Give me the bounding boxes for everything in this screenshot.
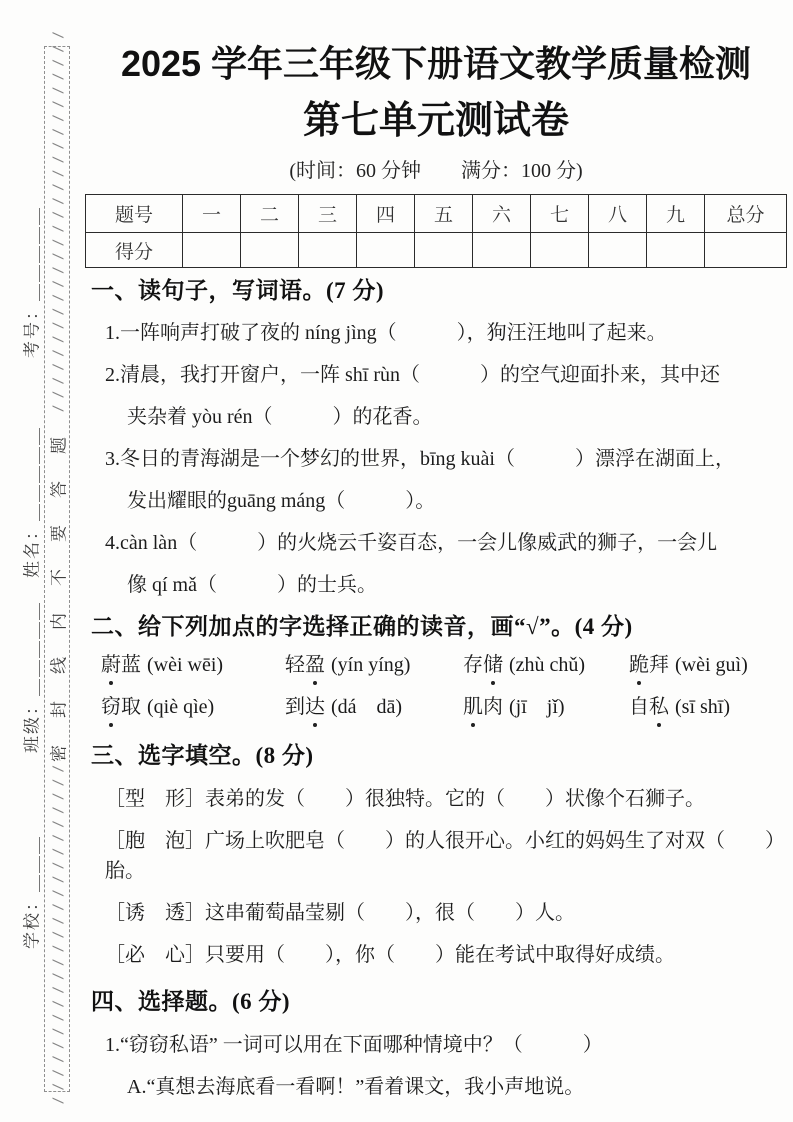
character: 取 xyxy=(121,696,141,718)
character: 轻 xyxy=(285,654,305,676)
question-line-continuation: 发出耀眼的guāng máng（ ）。 xyxy=(127,490,436,512)
score-table-header-row xyxy=(86,195,787,233)
score-cell xyxy=(647,233,705,268)
page-subtitle: 第七单元测试卷 xyxy=(302,100,569,142)
question-line: ［型 形］表弟的发（ ）很独特。它的（ ）状像个石狮子。 xyxy=(105,788,705,810)
dotted-character: 储 xyxy=(483,650,503,680)
question-line: 2.清晨，我打开窗户，一阵 shī rùn（ ）的空气迎面扑来，其中还 xyxy=(105,364,720,386)
character: 到 xyxy=(285,696,305,718)
dotted-character: 蔚 xyxy=(101,650,121,680)
section-2-heading: 二、给下列加点的字选择正确的读音，画“√”。(4 分) xyxy=(91,614,633,639)
score-cell xyxy=(705,233,787,268)
score-header-cell: 七 xyxy=(531,195,589,233)
character: 肉 xyxy=(483,696,503,718)
pronunciation-item xyxy=(629,650,787,680)
pronunciation-item xyxy=(101,692,285,722)
pronunciation-item xyxy=(101,650,285,680)
seal-line-warning-text: 密封线内不要答题 xyxy=(49,410,69,762)
score-cell xyxy=(241,233,299,268)
question-line: 1.一阵响声打破了夜的 níng jìng（ ），狗汪汪地叫了起来。 xyxy=(105,322,667,344)
character: 存 xyxy=(463,654,483,676)
score-cell xyxy=(357,233,415,268)
character: 自 xyxy=(629,696,649,718)
question-line-continuation: 夹杂着 yòu rén（ ）的花香。 xyxy=(127,406,433,428)
score-header-cell: 总分 xyxy=(705,195,787,233)
question-line: ［诱 透］这串葡萄晶莹剔（ ），很（ ）人。 xyxy=(105,902,575,924)
score-header-cell: 题号 xyxy=(86,195,183,233)
dotted-character: 私 xyxy=(649,692,669,722)
section-1-heading: 一、读句子，写词语。(7 分) xyxy=(91,278,385,303)
score-header-cell: 六 xyxy=(473,195,531,233)
score-header-cell: 三 xyxy=(299,195,357,233)
score-header-cell: 九 xyxy=(647,195,705,233)
section-4-heading: 四、选择题。(6 分) xyxy=(91,989,291,1014)
question-line: 1.“窃窃私语” 一词可以用在下面哪种情境中？（ ） xyxy=(105,1034,603,1056)
choice-option-a: A.“真想去海底看一看啊！”看着课文，我小声地说。 xyxy=(127,1076,585,1098)
score-header-cell: 四 xyxy=(357,195,415,233)
score-header-cell: 五 xyxy=(415,195,473,233)
exam-meta-line: (时间：60 分钟 满分：100 分) xyxy=(289,160,583,182)
pronunciation-row xyxy=(85,650,787,680)
question-line: ［胞 泡］广场上吹肥皂（ ）的人很开心。小红的妈妈生了对双（ ）胎。 xyxy=(105,830,785,882)
score-cell xyxy=(415,233,473,268)
pinyin-choices: (qiè qìe) xyxy=(147,696,215,718)
dotted-character: 肌 xyxy=(463,692,483,722)
pinyin-choices: (wèi wēi) xyxy=(147,654,224,676)
pinyin-choices: (yín yíng) xyxy=(331,654,411,676)
pronunciation-item xyxy=(463,692,629,722)
character: 拜 xyxy=(649,654,669,676)
question-line-continuation: 像 qí mǎ（ ）的士兵。 xyxy=(127,574,377,596)
pinyin-choices: (dá dā) xyxy=(331,696,403,718)
seal-label-school-name: 学校：＿＿＿ xyxy=(22,835,42,949)
page-title: 2025 学年三年级下册语文教学质量检测 xyxy=(120,43,752,84)
dotted-character: 跪 xyxy=(629,650,649,680)
score-row-label: 得分 xyxy=(86,233,183,268)
character: 蓝 xyxy=(121,654,141,676)
seal-label-class-name: 班级：＿＿＿＿＿ xyxy=(22,601,42,753)
pronunciation-item xyxy=(285,650,463,680)
question-line: 3.冬日的青海湖是一个梦幻的世界，bīng kuài（ ）漂浮在湖面上， xyxy=(105,448,735,470)
pinyin-choices: (jī jǐ) xyxy=(509,696,565,718)
question-line: ［必 心］只要用（ ），你（ ）能在考试中取得好成绩。 xyxy=(105,944,675,966)
pinyin-choices: (wèi guì) xyxy=(675,654,748,676)
slash-pattern-top-icon: //////////////////////////// xyxy=(49,31,65,419)
score-table-score-row xyxy=(86,233,787,268)
pronunciation-item xyxy=(629,692,787,722)
seal-label-student-name: 姓名：＿＿＿＿＿ xyxy=(22,426,42,578)
score-cell xyxy=(531,233,589,268)
pronunciation-item xyxy=(463,650,629,680)
score-cell xyxy=(473,233,531,268)
score-header-cell: 二 xyxy=(241,195,299,233)
dotted-character: 达 xyxy=(305,692,325,722)
dotted-character: 盈 xyxy=(305,650,325,680)
score-table xyxy=(85,194,787,268)
dotted-character: 窃 xyxy=(101,692,121,722)
score-header-cell: 一 xyxy=(183,195,241,233)
pronunciation-row xyxy=(85,692,787,722)
score-cell xyxy=(589,233,647,268)
pinyin-choices: (sī shī) xyxy=(675,696,730,718)
section-3-heading: 三、选字填空。(8 分) xyxy=(91,743,314,768)
slash-pattern-bottom-icon: ////////////////////////// xyxy=(49,751,65,1111)
exam-content xyxy=(85,40,787,1102)
seal-label-exam-number: 考号：＿＿＿＿＿ xyxy=(22,206,42,358)
score-cell xyxy=(299,233,357,268)
score-cell xyxy=(183,233,241,268)
pronunciation-item xyxy=(285,692,463,722)
pinyin-choices: (zhù chǔ) xyxy=(509,654,586,676)
score-header-cell: 八 xyxy=(589,195,647,233)
question-line: 4.càn làn（ ）的火烧云千姿百态，一会儿像威武的狮子，一会儿 xyxy=(105,532,718,554)
seal-strip xyxy=(44,31,70,1111)
